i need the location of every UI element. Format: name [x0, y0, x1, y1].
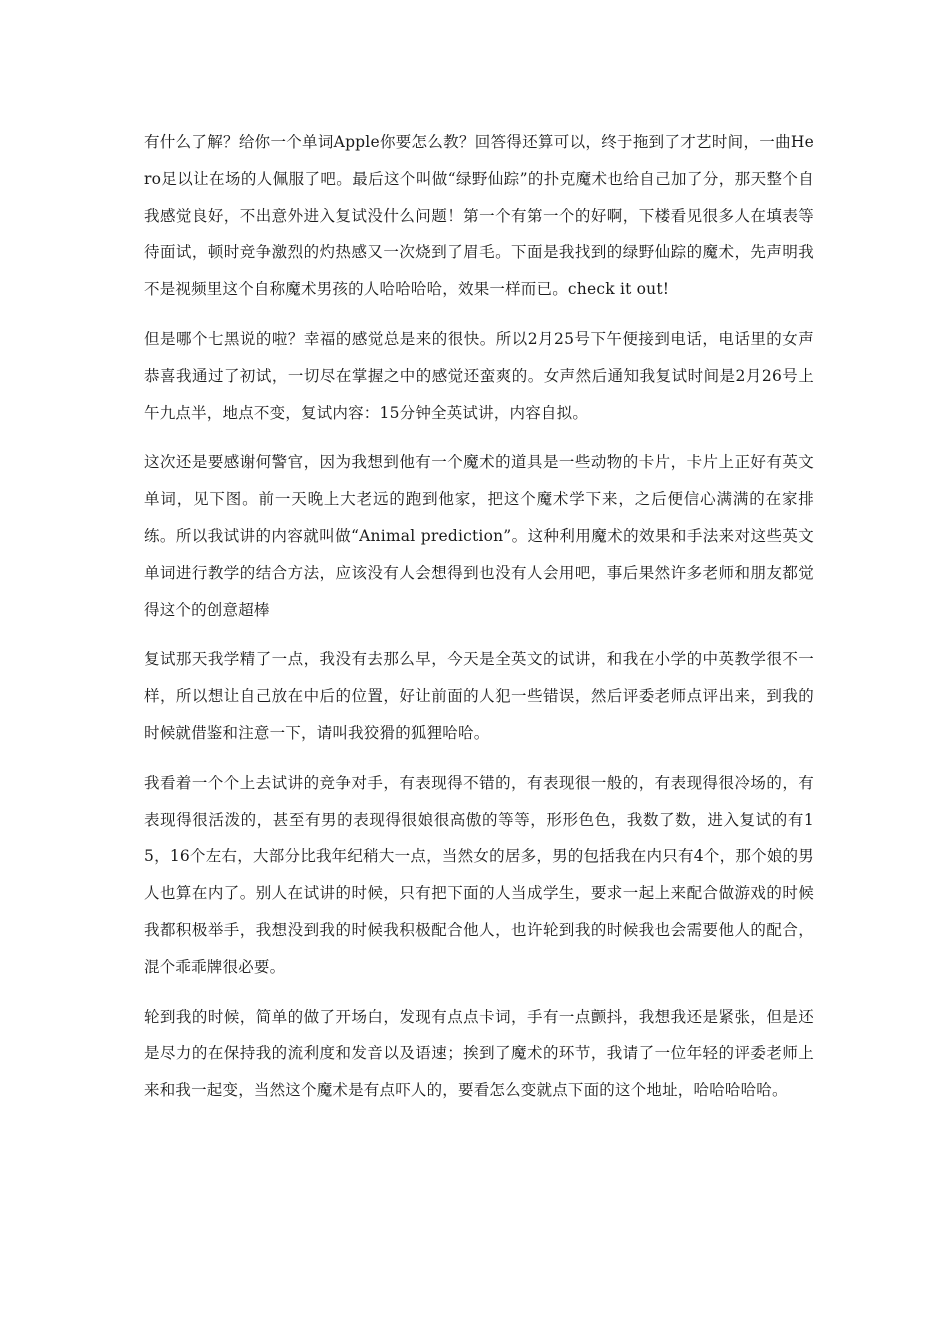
paragraph-5: 我看着一个个上去试讲的竞争对手，有表现得不错的，有表现很一般的，有表现得很冷场的，有表现得很活泼的，甚至有男的表现得很娘很高傲的等等，形形色色，我数了数，进入复试的有15，16个左右，大部分比我年纪稍大一点，当然女的居多，男的包括我在内只有4个，那个娘的男人也算在内了。别人在试讲的时候，只有把下面的人当成学生，要求一起上来配合做游戏的时候我都积极举手，我想没到我的时候我积极配合他人，也许轮到我的时候我也会需要他人的配合，混个乖乖牌很必要。 — [144, 773, 814, 976]
paragraph-6: 轮到我的时候，简单的做了开场白，发现有点点卡词，手有一点颤抖，我想我还是紧张，但是还是尽力的在保持我的流利度和发音以及语速；挨到了魔术的环节，我请了一位年轻的评委老师上来和我一起变，当然这个魔术是有点吓人的，要看怎么变就点下面的这个地址，哈哈哈哈哈。 — [144, 1007, 814, 1100]
paragraph-2: 但是哪个七黑说的啦？幸福的感觉总是来的很快。所以2月25号下午便接到电话，电话里的女声恭喜我通过了初试，一切尽在掌握之中的感觉还蛮爽的。女声然后通知我复试时间是2月26号上午九点半，地点不变，复试内容：15分钟全英试讲，内容自拟。 — [144, 329, 814, 422]
paragraph-1: 有什么了解？给你一个单词Apple你要怎么教？回答得还算可以，终于拖到了才艺时间，一曲Hero足以让在场的人佩服了吧。最后这个叫做“绿野仙踪”的扑克魔术也给自己加了分，那天整个自我感觉良好，不出意外进入复试没什么问题！第一个有第一个的好啊，下楼看见很多人在填表等待面试，顿时竞争激烈的灼热感又一次烧到了眉毛。下面是我找到的绿野仙踪的魔术，先声明我不是视频里这个自称魔术男孩的人哈哈哈哈，效果一样而已。check it out! — [144, 133, 814, 299]
paragraph-4: 复试那天我学精了一点，我没有去那么早，今天是全英文的试讲，和我在小学的中英教学很不一样，所以想让自己放在中后的位置，好让前面的人犯一些错误，然后评委老师点评出来，到我的时候就借鉴和注意一下，请叫我狡猾的狐狸哈哈。 — [144, 650, 814, 742]
paragraph-3: 这次还是要感谢何警官，因为我想到他有一个魔术的道具是一些动物的卡片，卡片上正好有英文单词，见下图。前一天晚上大老远的跑到他家，把这个魔术学下来，之后便信心满满的在家排练。所以我试讲的内容就叫做“Animal prediction”。这种利用魔术的效果和手法来对这些英文单词进行教学的结合方法，应该没有人会想得到也没有人会用吧，事后果然许多老师和朋友都觉得这个的创意超棒 — [144, 453, 814, 619]
document-body — [144, 124, 814, 1122]
